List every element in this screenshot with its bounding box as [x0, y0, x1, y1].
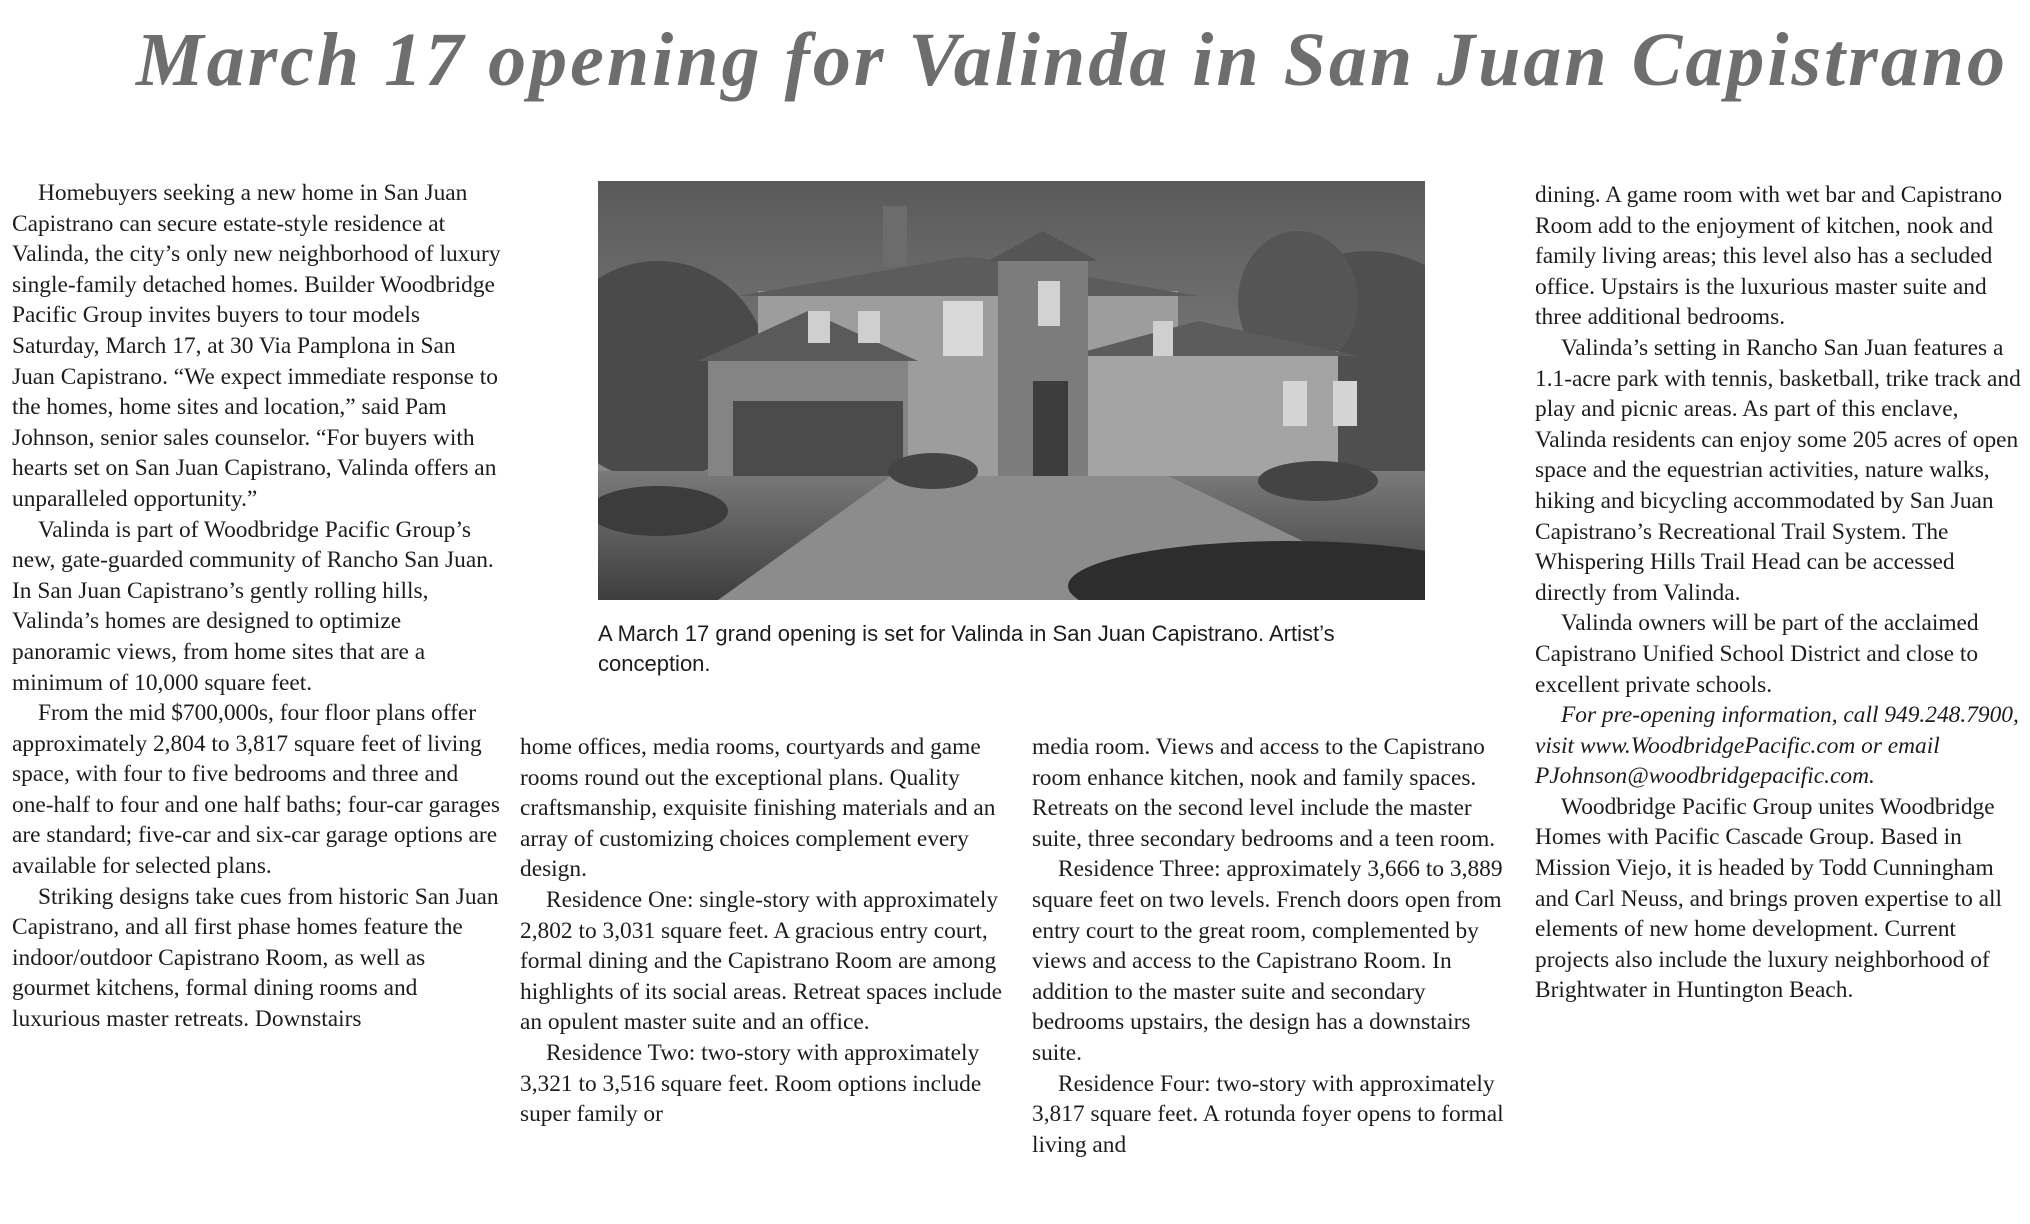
paragraph: home offices, media rooms, courtyards and game rooms round out the exceptional plans. Quality craftsmanship, exquisite finishing materials and an array of customizing choices complement every design.: [520, 734, 996, 883]
photo-caption: A March 17 grand opening is set for Valinda in San Juan Capistrano. Artist’s conception.: [598, 621, 1335, 676]
contact-info: For pre-opening information, call 949.248.7900, visit www.WoodbridgePacific.com or email PJohnson@woodbridgepacific.com.: [1535, 702, 2019, 790]
paragraph: Valinda’s setting in Rancho San Juan features a 1.1-acre park with tennis, basketball, trike track and play and picnic areas. As part of this enclave, Valinda residents can enjoy some 205 acres of open space and the equestrian activities, nature walks, hiking and bicycling accommodated by San Juan Capistrano’s Recreational Trail System. The Whispering Hills Trail Head can be accessed directly from Valinda.: [1535, 334, 2021, 606]
paragraph: Woodbridge Pacific Group unites Woodbridge Homes with Pacific Cascade Group. Based in Mission Viejo, it is headed by Todd Cunningham and Carl Neuss, and brings proven expertise to all elements of new home development. Current projects also include the luxury neighborhood of Brightwater in Huntington Beach.: [1535, 793, 2003, 1004]
house-photo: [598, 181, 1425, 600]
paragraph: media room. Views and access to the Capistrano room enhance kitchen, nook and family spaces. Retreats on the second level include the master suite, three secondary bedrooms and a teen room.: [1032, 734, 1496, 852]
paragraph: Homebuyers seeking a new home in San Juan Capistrano can secure estate-style residence at Valinda, the city’s only new neighborhood of luxury single-family detached homes. Builder Woodbridge Pacific Group invites buyers to tour models Saturday, March 17, at 30 Via Pamplona in San Juan Capistrano. “We expect immediate response to the homes, home sites and location,” said Pam Johnson, senior sales counselor. “For buyers with hearts set on San Juan Capistrano, Valinda offers an unparalleled opportunity.”: [12, 180, 501, 512]
paragraph: Valinda owners will be part of the acclaimed Capistrano Unified School District and close to excellent private schools.: [1535, 610, 1979, 698]
paragraph: Residence Two: two-story with approximately 3,321 to 3,516 square feet. Room options include super family or: [520, 1039, 982, 1128]
article-column-2: [520, 732, 1010, 1130]
article-column-3: [1032, 732, 1522, 1160]
article-column-1: [12, 178, 502, 1035]
paragraph: Residence Four: two-story with approximately 3,817 square feet. A rotunda foyer opens to formal living and: [1032, 1070, 1504, 1158]
paragraph: Striking designs take cues from historic San Juan Capistrano, and all first phase homes feature the indoor/outdoor Capistrano Room, as well as gourmet kitchens, formal dining rooms and luxurious master retreats. Downstairs: [12, 883, 499, 1033]
headline: March 17 opening for Valinda in San Juan Capistrano: [136, 18, 2008, 102]
paragraph: Residence Three: approximately 3,666 to 3,889 square feet on two levels. French doors open from entry court to the great room, complemented by views and access to the Capistrano Room. In addition to the master suite and secondary bedrooms upstairs, the design has a downstairs suite.: [1032, 856, 1503, 1066]
paragraph: From the mid $700,000s, four floor plans offer approximately 2,804 to 3,817 square feet of living space, with four to five bedrooms and three and one-half to four and one half baths; four-car garages are standard; five-car and six-car garage options are available for selected plans.: [12, 700, 500, 880]
paragraph: dining. A game room with wet bar and Capistrano Room add to the enjoyment of kitchen, nook and family living areas; this level also has a secluded office. Upstairs is the luxurious master suite and three additional bedrooms.: [1535, 182, 2003, 331]
paragraph: Residence One: single-story with approximately 2,802 to 3,031 square feet. A gracious entry court, formal dining and the Capistrano Room are among highlights of its social areas. Retreat spaces include an opulent master suite and an office.: [520, 886, 1002, 1036]
article-column-4: [1535, 180, 2025, 1006]
paragraph: Valinda is part of Woodbridge Pacific Group’s new, gate-guarded community of Rancho San Juan. In San Juan Capistrano’s gently rolling hills, Valinda’s homes are designed to optimize panoramic views, from home sites that are a minimum of 10,000 square feet.: [12, 516, 494, 696]
house-photo-icon: [598, 181, 1425, 600]
